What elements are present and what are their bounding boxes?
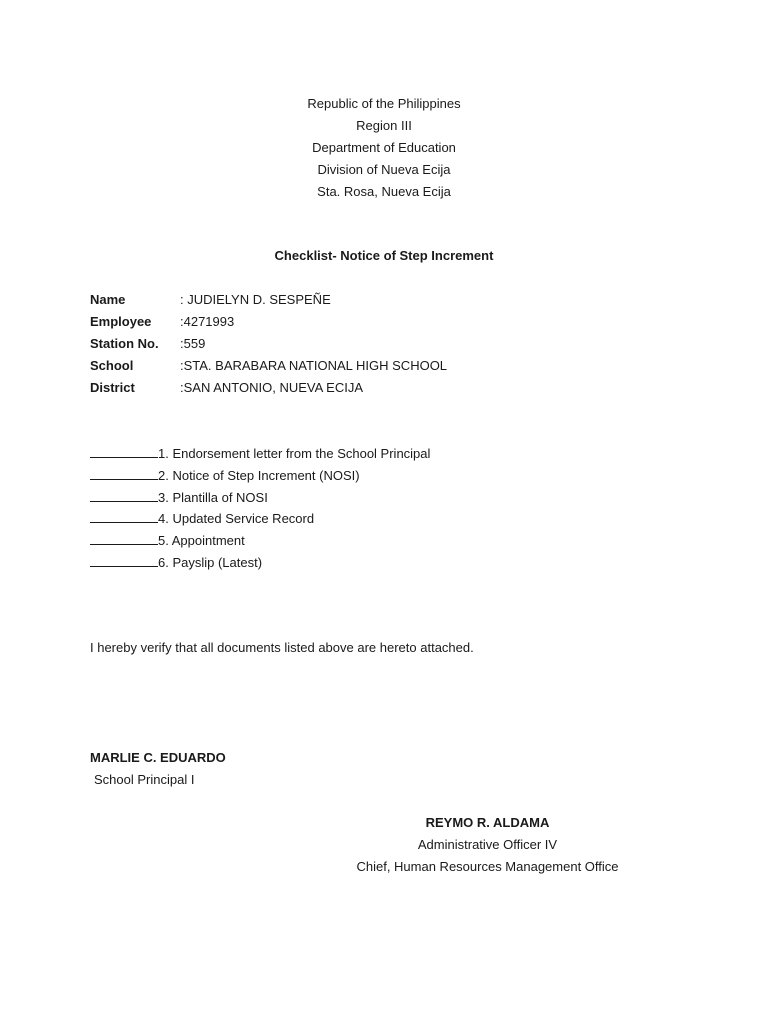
header-location: Sta. Rosa, Nueva Ecija — [317, 184, 451, 199]
checklist-item — [90, 533, 245, 547]
employee-label: Employee — [90, 314, 152, 329]
signatory2-office: Chief, Human Resources Management Office — [356, 859, 619, 874]
station-value: :559 — [180, 336, 206, 351]
checklist-blank-line[interactable] — [90, 490, 158, 502]
verification-statement: I hereby verify that all documents listed above are hereto attached. — [90, 640, 474, 655]
name-label: Name — [90, 292, 126, 307]
header-region: Region III — [356, 118, 412, 133]
checklist-item-text: 5. Appointment — [158, 533, 245, 548]
school-value: :STA. BARABARA NATIONAL HIGH SCHOOL — [180, 358, 448, 373]
checklist-blank-line[interactable] — [90, 555, 158, 567]
station-label: Station No. — [90, 336, 159, 351]
name-value: : JUDIELYN D. SESPEÑE — [180, 292, 331, 307]
checklist-item-text: 3. Plantilla of NOSI — [158, 490, 268, 505]
district-label: District — [90, 380, 135, 395]
checklist-blank-line[interactable] — [90, 533, 158, 545]
document-title: Checklist- Notice of Step Increment — [274, 248, 494, 263]
checklist-item-text: 6. Payslip (Latest) — [158, 555, 263, 570]
checklist-item — [90, 468, 360, 482]
checklist-blank-line[interactable] — [90, 511, 158, 523]
employee-value: :4271993 — [180, 314, 235, 329]
checklist-blank-line[interactable] — [90, 468, 158, 480]
header-republic: Republic of the Philippines — [307, 96, 461, 111]
checklist-item-text: 4. Updated Service Record — [158, 511, 315, 526]
checklist-item — [90, 490, 268, 504]
checklist-item-text: 2. Notice of Step Increment (NOSI) — [158, 468, 360, 483]
checklist-blank-line[interactable] — [90, 446, 158, 458]
signatory1-name: MARLIE C. EDUARDO — [90, 750, 226, 765]
checklist-item — [90, 555, 262, 569]
district-value: :SAN ANTONIO, NUEVA ECIJA — [180, 380, 364, 395]
signatory2-name: REYMO R. ALDAMA — [425, 815, 550, 830]
school-label: School — [90, 358, 134, 373]
signatory2-position: Administrative Officer IV — [417, 837, 558, 852]
signatory1-position: School Principal I — [94, 772, 195, 787]
checklist-item — [90, 446, 430, 460]
header-division: Division of Nueva Ecija — [317, 162, 451, 177]
checklist-item-text: 1. Endorsement letter from the School Principal — [158, 446, 431, 461]
header-department: Department of Education — [312, 140, 456, 155]
checklist-item — [90, 511, 314, 525]
